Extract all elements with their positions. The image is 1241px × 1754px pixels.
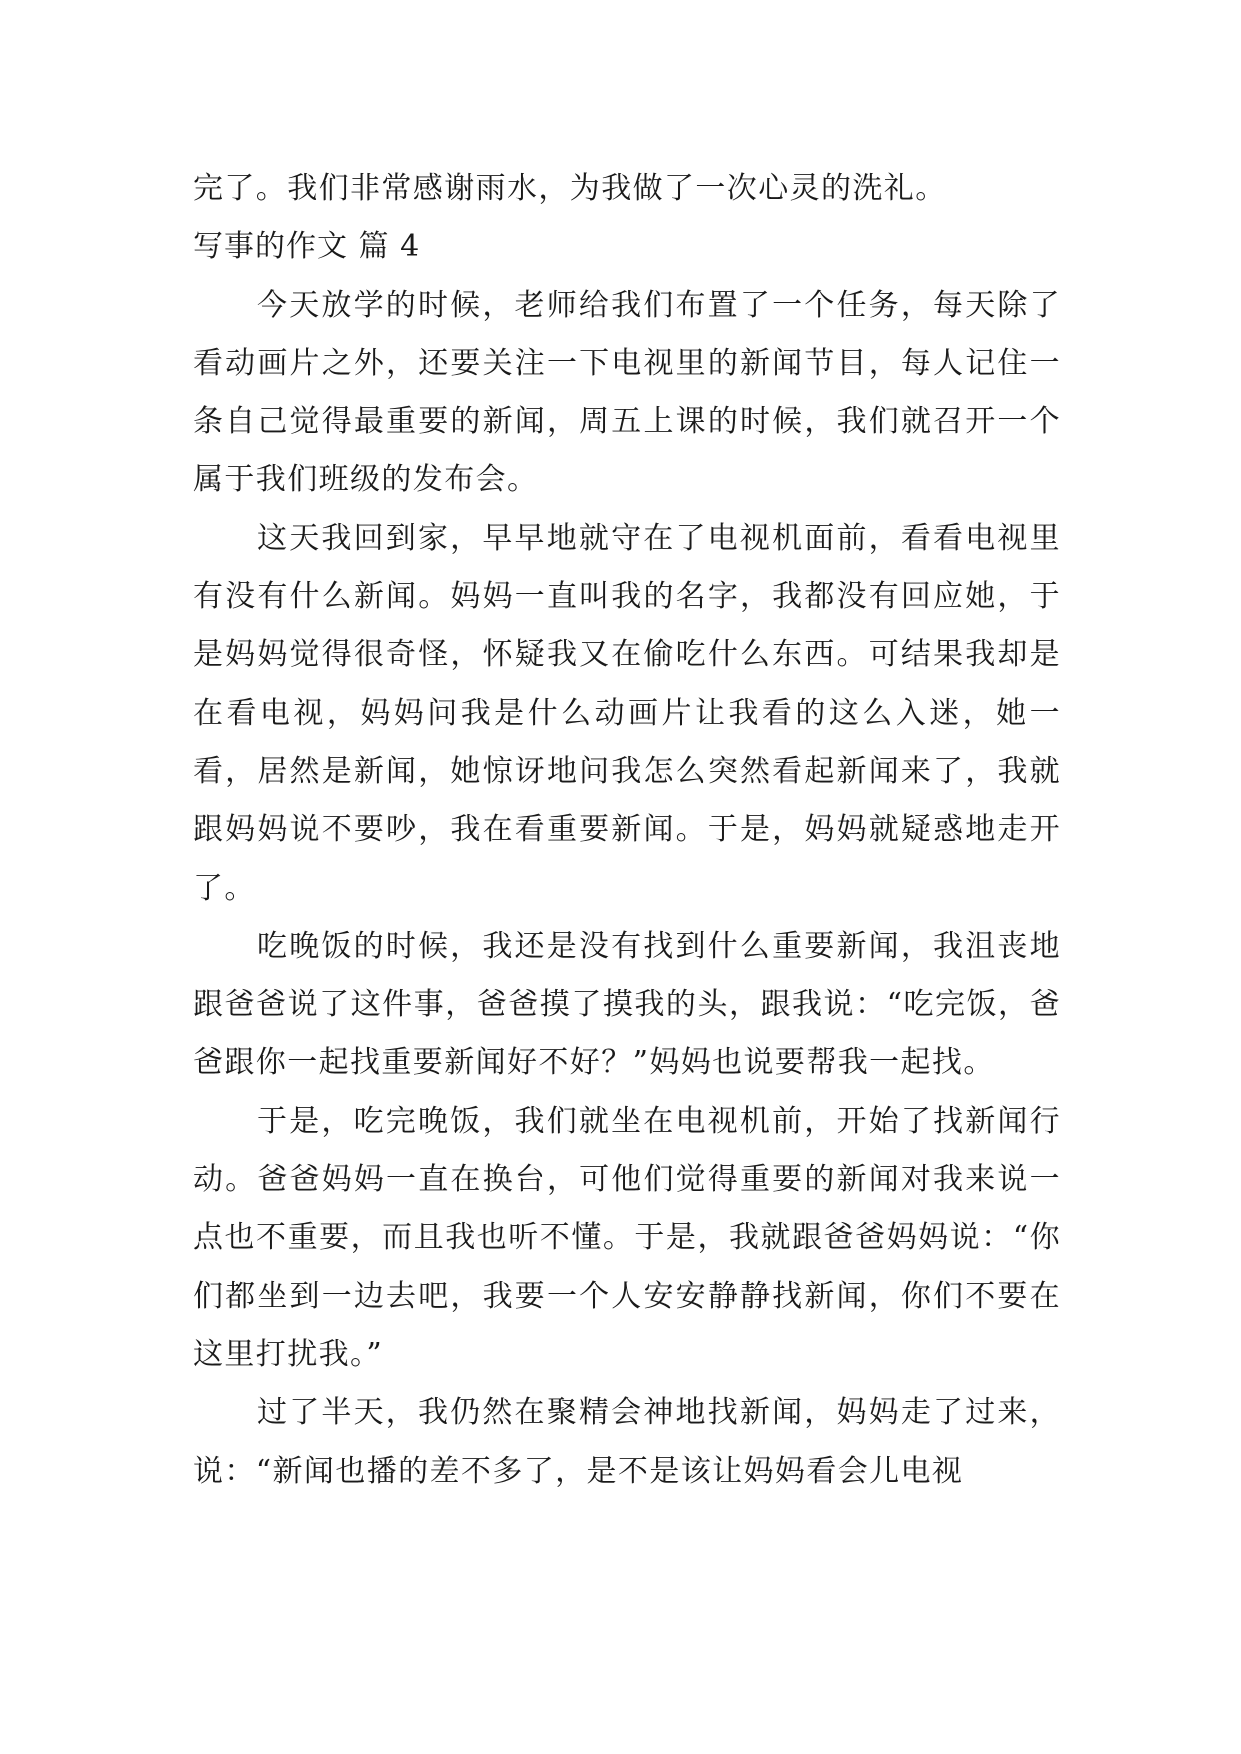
paragraph-2: 这天我回到家，早早地就守在了电视机面前，看看电视里有没有什么新闻。妈妈一直叫我的名字，我都没有回应她，于是妈妈觉得很奇怪，怀疑我又在偷吃什么东西。可结果我却是在看电视，妈妈问我是什么动画片让我看的这么入迷，她一看，居然是新闻，她惊讶地问我怎么突然看起新闻来了，我就跟妈妈说不要吵，我在看重要新闻。于是，妈妈就疑惑地走开了。 xyxy=(193,520,1061,906)
paragraph-4: 于是，吃完晚饭，我们就坐在电视机前，开始了找新闻行动。爸爸妈妈一直在换台，可他们觉得重要的新闻对我来说一点也不重要，而且我也听不懂。于是，我就跟爸爸妈妈说：“你们都坐到一边去吧，我要一个人安安静静找新闻，你们不要在这里打扰我。” xyxy=(193,1103,1061,1372)
paragraph-5: 过了半天，我仍然在聚精会神地找新闻，妈妈走了过来，说：“新闻也播的差不多了，是不是该让妈妈看会儿电视 xyxy=(193,1395,1061,1489)
continuation-line: 完了。我们非常感谢雨水，为我做了一次心灵的洗礼。 xyxy=(193,171,947,206)
document-body xyxy=(193,160,1061,1501)
paragraph-3: 吃晚饭的时候，我还是没有找到什么重要新闻，我沮丧地跟爸爸说了这件事，爸爸摸了摸我的头，跟我说：“吃完饭，爸爸跟你一起找重要新闻好不好？”妈妈也说要帮我一起找。 xyxy=(193,928,1061,1081)
paragraph-1: 今天放学的时候，老师给我们布置了一个任务，每天除了看动画片之外，还要关注一下电视里的新闻节目，每人记住一条自己觉得最重要的新闻，周五上课的时候，我们就召开一个属于我们班级的发布会。 xyxy=(193,287,1061,498)
essay-heading: 写事的作文 篇 4 xyxy=(193,229,421,265)
